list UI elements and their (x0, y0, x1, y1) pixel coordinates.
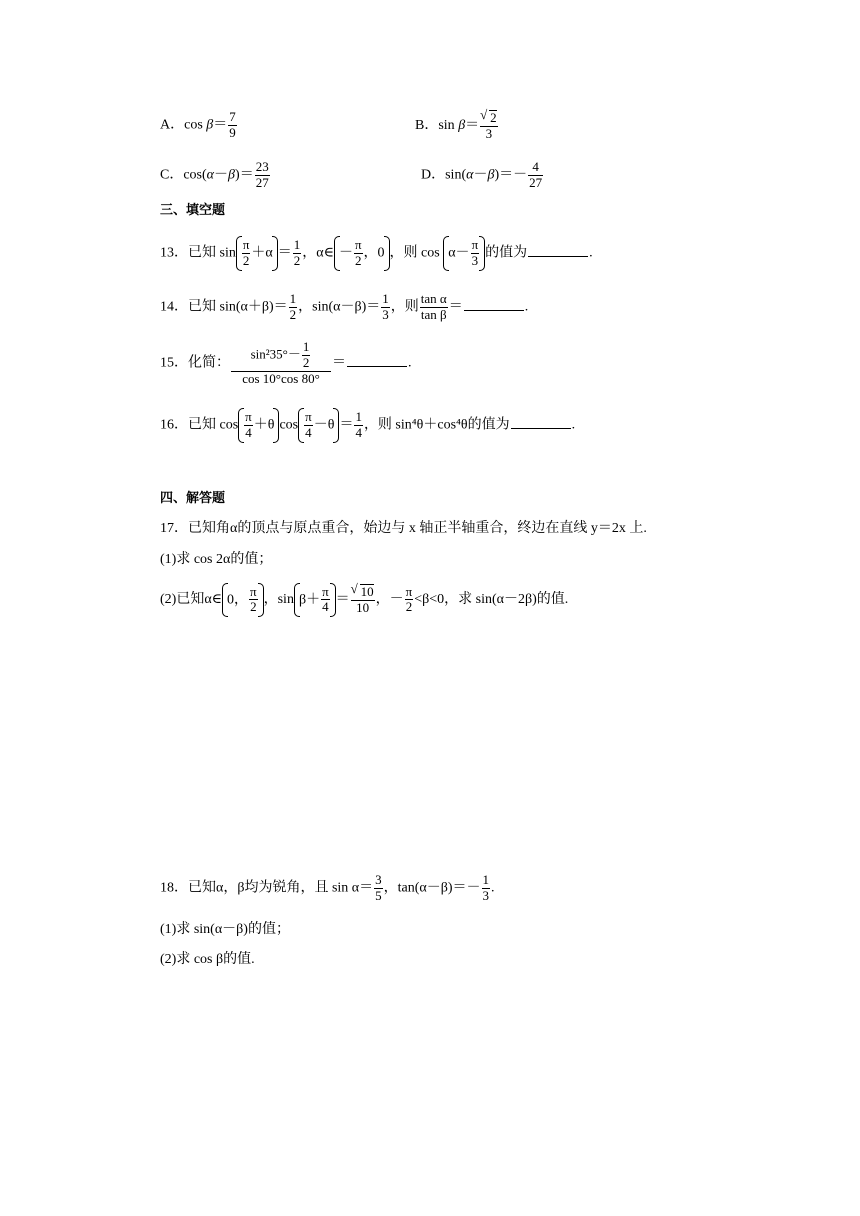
option-b-fraction: √ $\frac{2}{3}$ (480, 110, 498, 142)
option-c: C．cos(α－β)＝ $\frac{23}{27}$ (160, 159, 269, 190)
question-16: 16．已知 cos $\frac{\pi}{4}$ ＋θ cos $\frac{\pi}{4}$ －θ ＝ $\frac{1}{4}$ ，则 sin⁴θ＋cos⁴θ的值为 . (160, 409, 576, 440)
simplify-fraction: sin²35°－ $\frac{1}{2}$ cos 10°cos 80° (231, 340, 331, 387)
option-c-fraction: $\frac{23}{27}$ (255, 159, 269, 190)
answer-blank (528, 255, 588, 257)
option-d-fraction: $\frac{4}{27}$ (529, 159, 543, 190)
question-13: 13．已知 sin $\frac{\pi}{2}$ ＋α ＝ $\frac{1}{2}$ ，α∈ － $\frac{\pi}{2}$ ，0 ，则 cos α－ $\frac{\pi}{3}$ 的值为 . (160, 237, 593, 268)
question-18-stem: 18．已知α，β均为锐角，且 sin α＝ $\frac{3}{5}$ ，tan(α－β)＝－ $\frac{1}{3}$ . (160, 872, 495, 903)
option-a-fraction: $\frac{7}{9}$ (229, 109, 236, 140)
paren-group: $\frac{\pi}{2}$ ＋α (236, 238, 278, 269)
question-14: 14．已知 sin(α＋β)＝ $\frac{1}{2}$ ，sin(α－β)＝ $\frac{1}{3}$ ，则 $\frac{\text{tan α}}{\text{tan β}}$ ＝ . (160, 291, 529, 322)
option-d-prefix: D．sin( (421, 167, 467, 183)
tan-ratio: $\frac{\text{tan α}}{\text{tan β}}$ (420, 291, 447, 322)
option-a-prefix: A．cos (160, 117, 207, 133)
option-b: B．sin β＝ √ $\frac{2}{3}$ (415, 110, 499, 142)
question-18-part-2: (2)求 cos β的值. (160, 952, 255, 967)
section-4-title: 四、解答题 (160, 491, 226, 506)
answer-blank (464, 309, 524, 311)
question-17-part-1: (1)求 cos 2α的值； (160, 552, 273, 567)
option-b-prefix: B．sin (415, 118, 459, 134)
section-3-title: 三、填空题 (160, 203, 226, 218)
option-c-prefix: C．cos( (160, 167, 207, 183)
question-18-part-1: (1)求 sin(α－β)的值； (160, 922, 290, 937)
question-15: 15．化简： sin²35°－ $\frac{1}{2}$ cos 10°cos 80° ＝ . (160, 339, 412, 386)
option-d: D．sin(α－β)＝－ $\frac{4}{27}$ (421, 159, 543, 190)
answer-blank (511, 427, 571, 429)
answer-blank (347, 365, 407, 367)
option-a: A．cos β＝ $\frac{7}{9}$ (160, 109, 236, 140)
question-17-part-2: (2)已知α∈ 0， $\frac{\pi}{2}$ ，sin β＋ $\frac{\pi}{4}$ ＝ √ $\frac{10}{10}$ ，－ $\frac{\pi}{2}$ <β<0，求 sin(α－2β)的值. (160, 584, 568, 616)
question-17-stem: 17．已知角α的顶点与原点重合，始边与 x 轴正半轴重合，终边在直线 y＝2x 上. (160, 521, 647, 536)
